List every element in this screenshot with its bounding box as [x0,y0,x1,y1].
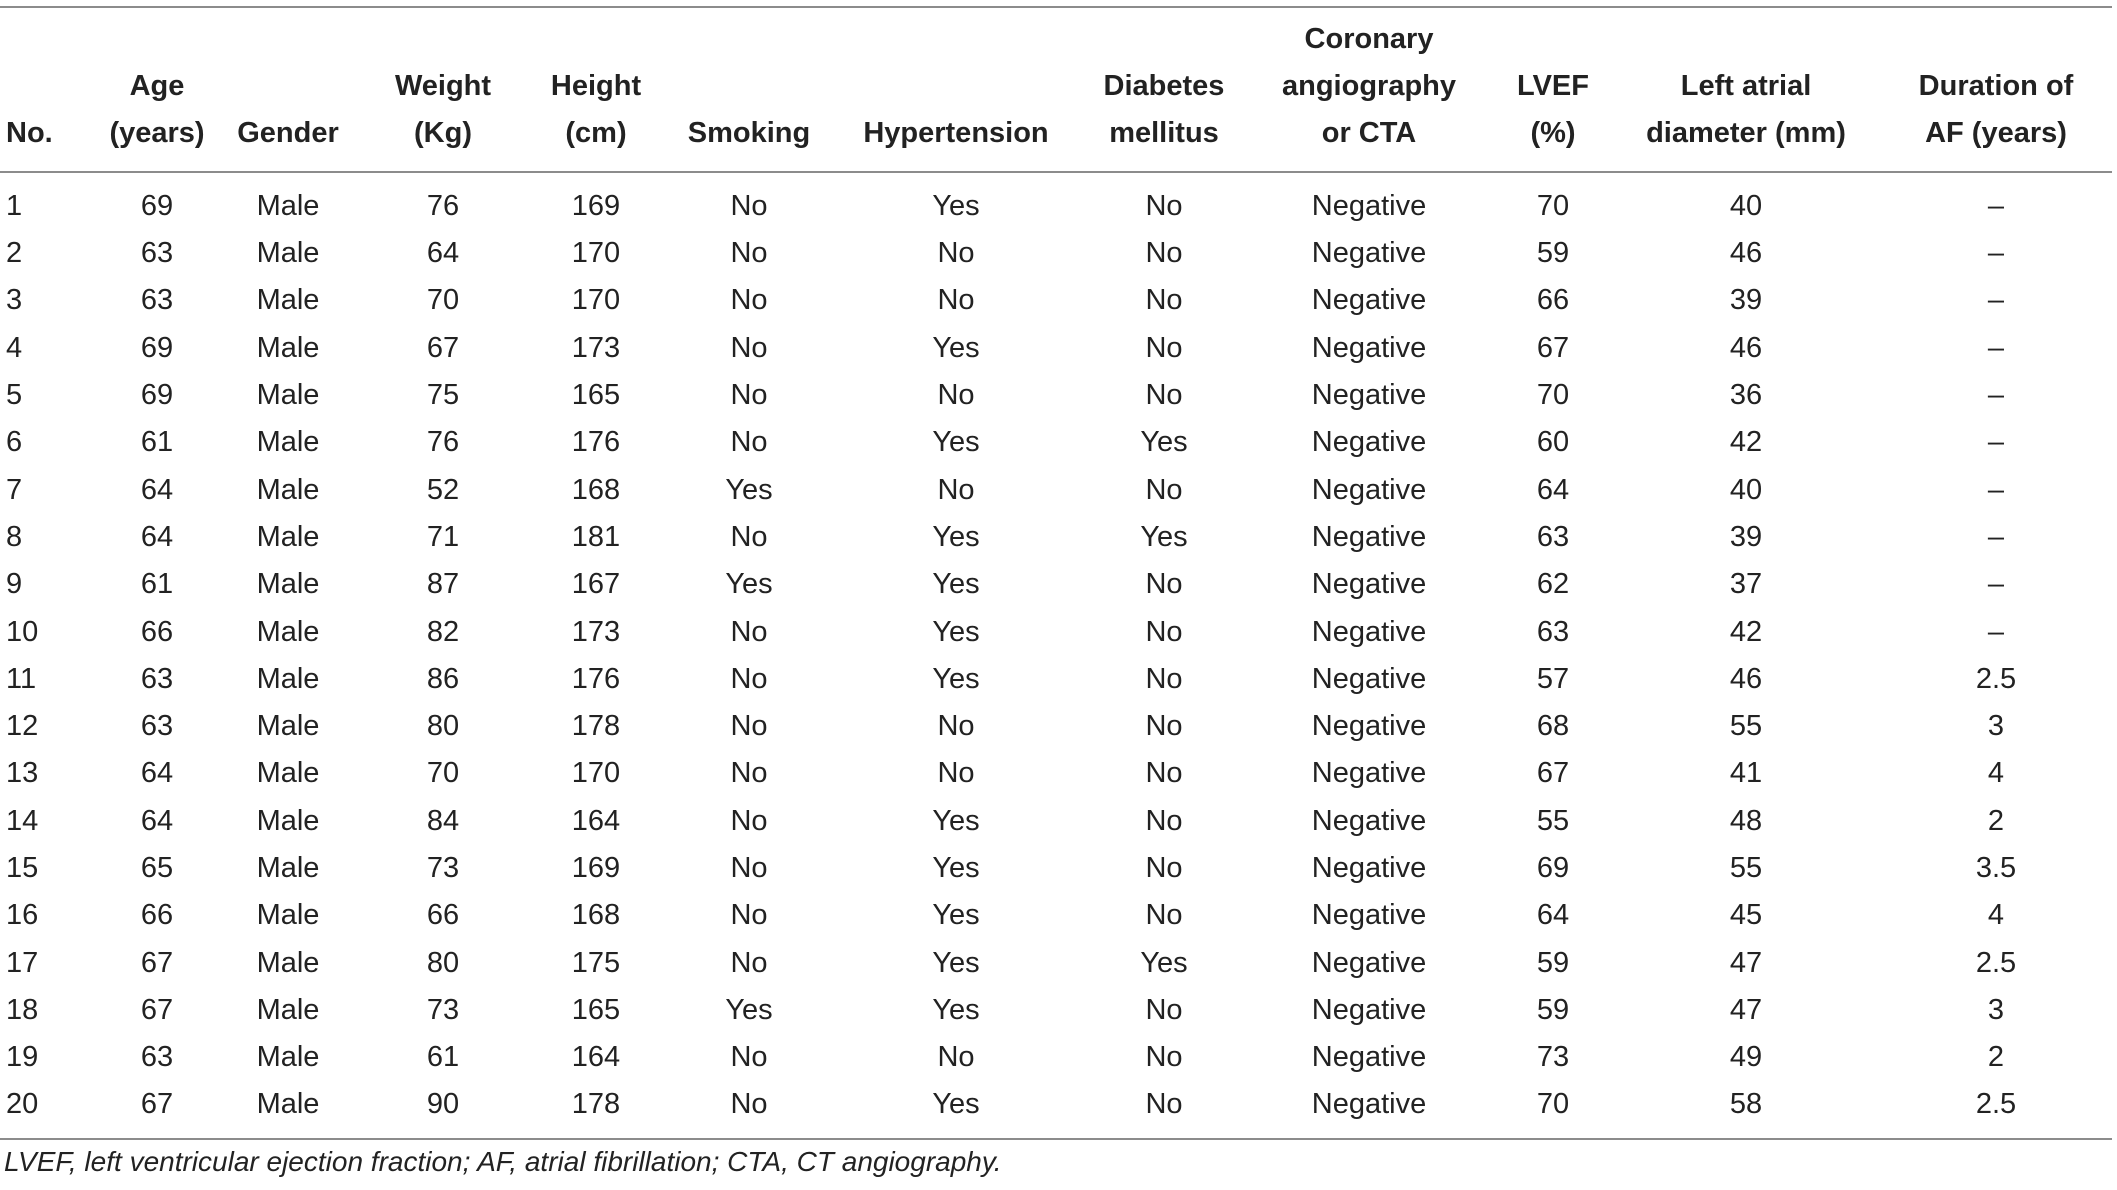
table-row [0,372,2112,419]
cell-gender: Male [256,379,320,412]
cell-af-duration: 2.5 [1880,1081,2112,1139]
cell-angiography: Negative [1311,662,1427,695]
cell-weight: 76 [426,426,460,459]
cell-gender: Male [256,946,320,979]
column-header-line: No. [6,117,53,149]
cell-diabetes: No [1145,1041,1183,1074]
cell-age: 66 [140,899,174,932]
table-row [0,987,2112,1034]
cell-angiography: Negative [1244,1081,1494,1139]
cell-age: 63 [140,284,174,317]
cell-af-duration: – [1987,190,2005,222]
cell-la-diameter: 40 [1729,473,1763,506]
cell-height: 181 [571,520,621,553]
cell-diabetes: No [1145,852,1183,884]
cell-la-diameter: 42 [1729,615,1763,648]
cell-hypertension: Yes [932,331,980,364]
cell-angiography: Negative [1311,237,1427,270]
cell-weight: 84 [426,804,460,837]
column-header-line: mellitus [1109,117,1219,149]
cell-no: 18 [6,993,39,1026]
column-header-line: Height [550,70,642,102]
cell-age: 61 [140,426,174,459]
cell-height: 167 [571,568,621,601]
column-header-hypertension [828,7,1084,172]
cell-weight: 82 [426,615,460,648]
column-header-line: Diabetes [1103,70,1225,102]
cell-height: 164 [571,804,621,837]
cell-no: 16 [6,899,39,932]
cell-smoking: Yes [725,993,773,1026]
cell-lvef: 59 [1536,946,1570,979]
cell-weight: 76 [426,190,460,222]
cell-hypertension: Yes [932,426,980,459]
cell-smoking: No [730,1041,768,1074]
cell-age: 63 [140,710,174,743]
cell-af-duration: 3 [1987,993,2005,1026]
cell-diabetes: No [1084,1081,1244,1139]
table-row [0,892,2112,939]
cell-lvef: 60 [1536,426,1570,459]
cell-smoking: No [730,662,768,695]
cell-height: 164 [571,1041,621,1074]
cell-lvef: 68 [1536,710,1570,743]
cell-af-duration: 4 [1987,757,2005,790]
cell-diabetes: No [1145,899,1183,932]
cell-af-duration: 2 [1987,804,2005,837]
column-header-line: Coronary [1304,23,1434,55]
cell-la-diameter: 42 [1729,426,1763,459]
cell-lvef: 70 [1494,1081,1612,1139]
cell-af-duration: – [1987,426,2005,459]
cell-height: 173 [571,331,621,364]
cell-gender: Male [256,757,320,790]
cell-la-diameter: 39 [1729,284,1763,317]
cell-lvef: 59 [1536,993,1570,1026]
column-header-line: (%) [1530,117,1576,149]
cell-weight: 67 [426,331,460,364]
cell-la-diameter: 49 [1729,1041,1763,1074]
cell-height: 168 [571,899,621,932]
cell-gender: Male [256,662,320,695]
cell-gender: Male [256,899,320,932]
cell-gender: Male [256,615,320,648]
cell-gender: Male [256,426,320,459]
cell-weight: 66 [426,899,460,932]
column-header-line: Gender [237,117,339,149]
cell-smoking: No [730,899,768,932]
cell-la-diameter: 41 [1729,757,1763,790]
cell-diabetes: No [1145,473,1183,506]
cell-weight: 73 [426,993,460,1026]
cell-age: 64 [140,473,174,506]
column-header-angiography [1244,7,1494,172]
cell-smoking: No [730,946,768,979]
cell-age: 69 [140,379,174,412]
cell-smoking: No [730,379,768,412]
cell-hypertension: No [937,757,975,790]
column-header-line: Age [129,70,185,102]
cell-angiography: Negative [1311,568,1427,601]
table-row [0,703,2112,750]
cell-smoking: No [730,710,768,743]
cell-diabetes: No [1145,568,1183,601]
cell-weight: 86 [426,662,460,695]
cell-height: 176 [571,662,621,695]
column-header-line: (years) [109,117,205,149]
cell-smoking: No [730,331,768,364]
cell-no: 14 [6,804,39,837]
cell-lvef: 67 [1536,331,1570,364]
table-row [0,1081,2112,1139]
cell-lvef: 57 [1536,662,1570,695]
patient-characteristics-table [0,6,2112,1140]
cell-age: 63 [140,1041,174,1074]
cell-age: 67 [140,993,174,1026]
column-header-age [102,7,212,172]
cell-diabetes: No [1145,331,1183,364]
cell-no: 13 [6,757,39,790]
cell-lvef: 69 [1536,852,1570,884]
table-row [0,1034,2112,1081]
column-header-gender [212,7,364,172]
cell-age: 66 [140,615,174,648]
cell-age: 65 [140,852,174,884]
cell-height: 168 [571,473,621,506]
cell-af-duration: 2.5 [1975,662,2017,695]
cell-diabetes: No [1145,662,1183,695]
cell-no: 2 [6,237,23,270]
cell-weight: 73 [426,852,460,884]
cell-weight: 70 [426,757,460,790]
column-header-line: (cm) [565,117,627,149]
cell-af-duration: 3.5 [1975,852,2017,884]
cell-no: 15 [6,852,39,884]
cell-gender: Male [256,190,320,222]
table-row [0,608,2112,655]
column-header-height [522,7,670,172]
cell-age: 67 [140,946,174,979]
cell-af-duration: – [1987,284,2005,317]
cell-angiography: Negative [1311,284,1427,317]
cell-diabetes: No [1145,237,1183,270]
cell-angiography: Negative [1311,1041,1427,1074]
cell-la-diameter: 46 [1729,331,1763,364]
cell-lvef: 73 [1536,1041,1570,1074]
cell-hypertension: Yes [828,1081,1084,1139]
cell-height: 178 [571,710,621,743]
cell-angiography: Negative [1311,615,1427,648]
column-header-line: angiography [1281,70,1456,102]
cell-smoking: No [730,852,768,884]
cell-lvef: 66 [1536,284,1570,317]
cell-gender: Male [256,473,320,506]
cell-no: 3 [6,284,23,317]
cell-height: 169 [571,190,621,222]
cell-height: 170 [571,237,621,270]
cell-gender: Male [256,993,320,1026]
cell-diabetes: No [1145,993,1183,1026]
cell-age: 63 [140,662,174,695]
cell-la-diameter: 55 [1729,852,1763,884]
table-row [0,230,2112,277]
cell-no: 4 [6,331,23,364]
column-header-line: or CTA [1321,117,1417,149]
cell-no: 9 [6,568,23,601]
cell-height: 169 [571,852,621,884]
cell-angiography: Negative [1311,520,1427,553]
cell-hypertension: Yes [932,615,980,648]
cell-diabetes: No [1145,284,1183,317]
cell-weight: 64 [426,237,460,270]
cell-la-diameter: 46 [1729,662,1763,695]
table-row [0,514,2112,561]
cell-hypertension: Yes [932,662,980,695]
cell-hypertension: Yes [932,568,980,601]
cell-gender: Male [256,237,320,270]
column-header-line: Duration of [1918,70,2074,102]
cell-smoking: No [730,426,768,459]
table-row [0,172,2112,230]
table-row [0,277,2112,324]
cell-la-diameter: 58 [1612,1081,1880,1139]
cell-hypertension: No [937,284,975,317]
cell-hypertension: Yes [932,852,980,884]
cell-hypertension: No [937,237,975,270]
cell-smoking: No [730,284,768,317]
table-row [0,939,2112,986]
column-header-line: Hypertension [863,117,1049,149]
cell-lvef: 70 [1536,379,1570,412]
cell-smoking: No [730,757,768,790]
cell-gender: Male [256,804,320,837]
cell-weight: 80 [426,946,460,979]
cell-angiography: Negative [1311,852,1427,884]
cell-gender: Male [212,1081,364,1139]
table-row [0,466,2112,513]
cell-age: 64 [140,804,174,837]
cell-no: 17 [6,946,39,979]
cell-gender: Male [256,852,320,884]
cell-angiography: Negative [1311,804,1427,837]
cell-lvef: 55 [1536,804,1570,837]
column-header-af-duration [1880,7,2112,172]
cell-af-duration: 4 [1987,899,2005,932]
cell-la-diameter: 45 [1729,899,1763,932]
table-row [0,419,2112,466]
cell-smoking: No [670,1081,828,1139]
table-row [0,325,2112,372]
cell-lvef: 63 [1536,520,1570,553]
cell-angiography: Negative [1311,946,1427,979]
cell-hypertension: Yes [932,804,980,837]
cell-age: 61 [140,568,174,601]
cell-weight: 80 [426,710,460,743]
cell-af-duration: – [1987,379,2005,412]
cell-gender: Male [256,520,320,553]
cell-angiography: Negative [1311,757,1427,790]
cell-age: 63 [140,237,174,270]
cell-height: 173 [571,615,621,648]
cell-gender: Male [256,284,320,317]
cell-diabetes: No [1145,615,1183,648]
cell-lvef: 70 [1536,190,1570,222]
cell-smoking: No [730,804,768,837]
cell-hypertension: No [937,473,975,506]
table-footnote: LVEF, left ventricular ejection fraction; AF, atrial fibrillation; CTA, CT angiography. [4,1146,1002,1177]
cell-lvef: 64 [1536,899,1570,932]
header-row [0,7,2112,172]
cell-smoking: Yes [725,568,773,601]
cell-hypertension: Yes [932,520,980,553]
column-header-no [0,7,102,172]
cell-no: 20 [0,1081,102,1139]
cell-height: 175 [571,946,621,979]
cell-age: 67 [102,1081,212,1139]
cell-diabetes: No [1145,190,1183,222]
cell-height: 165 [571,379,621,412]
cell-diabetes: No [1145,710,1183,743]
cell-no: 5 [6,379,23,412]
column-header-lvef [1494,7,1612,172]
cell-af-duration: – [1987,568,2005,601]
cell-angiography: Negative [1311,190,1427,222]
cell-angiography: Negative [1311,473,1427,506]
cell-hypertension: Yes [932,899,980,932]
cell-hypertension: No [937,379,975,412]
column-header-line: diameter (mm) [1646,117,1846,149]
cell-hypertension: Yes [932,190,980,222]
cell-no: 8 [6,520,23,553]
cell-diabetes: No [1145,804,1183,837]
cell-la-diameter: 46 [1729,237,1763,270]
column-header-weight [364,7,522,172]
cell-no: 10 [6,615,39,648]
cell-la-diameter: 47 [1729,946,1763,979]
cell-diabetes: No [1145,757,1183,790]
cell-angiography: Negative [1311,993,1427,1026]
cell-age: 69 [140,331,174,364]
cell-af-duration: 2.5 [1975,946,2017,979]
cell-height: 170 [571,284,621,317]
cell-la-diameter: 39 [1729,520,1763,553]
cell-weight: 75 [426,379,460,412]
cell-gender: Male [256,331,320,364]
cell-lvef: 59 [1536,237,1570,270]
cell-smoking: No [730,615,768,648]
cell-lvef: 63 [1536,615,1570,648]
cell-diabetes: Yes [1140,426,1188,459]
cell-height: 170 [571,757,621,790]
cell-la-diameter: 55 [1729,710,1763,743]
cell-la-diameter: 47 [1729,993,1763,1026]
cell-angiography: Negative [1311,379,1427,412]
column-header-line: Left atrial [1680,70,1812,102]
cell-hypertension: Yes [932,946,980,979]
cell-weight: 90 [364,1081,522,1139]
cell-weight: 61 [426,1041,460,1074]
cell-af-duration: – [1987,520,2005,553]
column-header-smoking [670,7,828,172]
table-header [0,7,2112,172]
cell-lvef: 67 [1536,757,1570,790]
cell-diabetes: Yes [1140,520,1188,553]
table-body [0,172,2112,1139]
cell-gender: Male [256,710,320,743]
cell-smoking: No [730,190,768,222]
cell-no: 12 [6,710,39,743]
cell-smoking: No [730,520,768,553]
cell-af-duration: 2 [1987,1041,2005,1074]
cell-no: 7 [6,473,23,506]
cell-hypertension: No [937,1041,975,1074]
column-header-line: Weight [394,70,492,102]
cell-smoking: Yes [725,473,773,506]
cell-angiography: Negative [1311,899,1427,932]
column-header-line: Smoking [687,117,811,149]
cell-height: 165 [571,993,621,1026]
column-header-line: (Kg) [414,117,472,149]
cell-weight: 52 [426,473,460,506]
cell-gender: Male [256,568,320,601]
cell-lvef: 64 [1536,473,1570,506]
cell-af-duration: 3 [1987,710,2005,743]
cell-la-diameter: 36 [1729,379,1763,412]
table-row [0,561,2112,608]
column-header-la-diameter [1612,7,1880,172]
table-row [0,656,2112,703]
cell-no: 1 [6,190,23,222]
cell-no: 6 [6,426,23,459]
cell-hypertension: No [937,710,975,743]
cell-angiography: Negative [1311,331,1427,364]
cell-gender: Male [256,1041,320,1074]
cell-age: 64 [140,757,174,790]
cell-height: 178 [522,1081,670,1139]
cell-weight: 70 [426,284,460,317]
cell-lvef: 62 [1536,568,1570,601]
column-header-diabetes [1084,7,1244,172]
cell-no: 19 [6,1041,39,1074]
cell-no: 11 [6,662,37,695]
cell-af-duration: – [1987,615,2005,648]
cell-la-diameter: 48 [1729,804,1763,837]
cell-diabetes: Yes [1140,946,1188,979]
column-header-line: AF (years) [1925,117,2067,149]
cell-af-duration: – [1987,331,2005,364]
cell-age: 64 [140,520,174,553]
table-row [0,798,2112,845]
cell-weight: 87 [426,568,460,601]
cell-hypertension: Yes [932,993,980,1026]
table-row [0,750,2112,797]
cell-weight: 71 [426,520,460,553]
cell-age: 69 [140,190,174,222]
cell-diabetes: No [1145,379,1183,412]
cell-af-duration: – [1987,237,2005,270]
cell-la-diameter: 40 [1729,190,1763,222]
column-header-line: LVEF [1517,70,1589,102]
cell-smoking: No [730,237,768,270]
cell-angiography: Negative [1311,710,1427,743]
cell-height: 176 [571,426,621,459]
cell-la-diameter: 37 [1729,568,1763,601]
table-row [0,845,2112,892]
cell-angiography: Negative [1311,426,1427,459]
cell-af-duration: – [1987,473,2005,506]
